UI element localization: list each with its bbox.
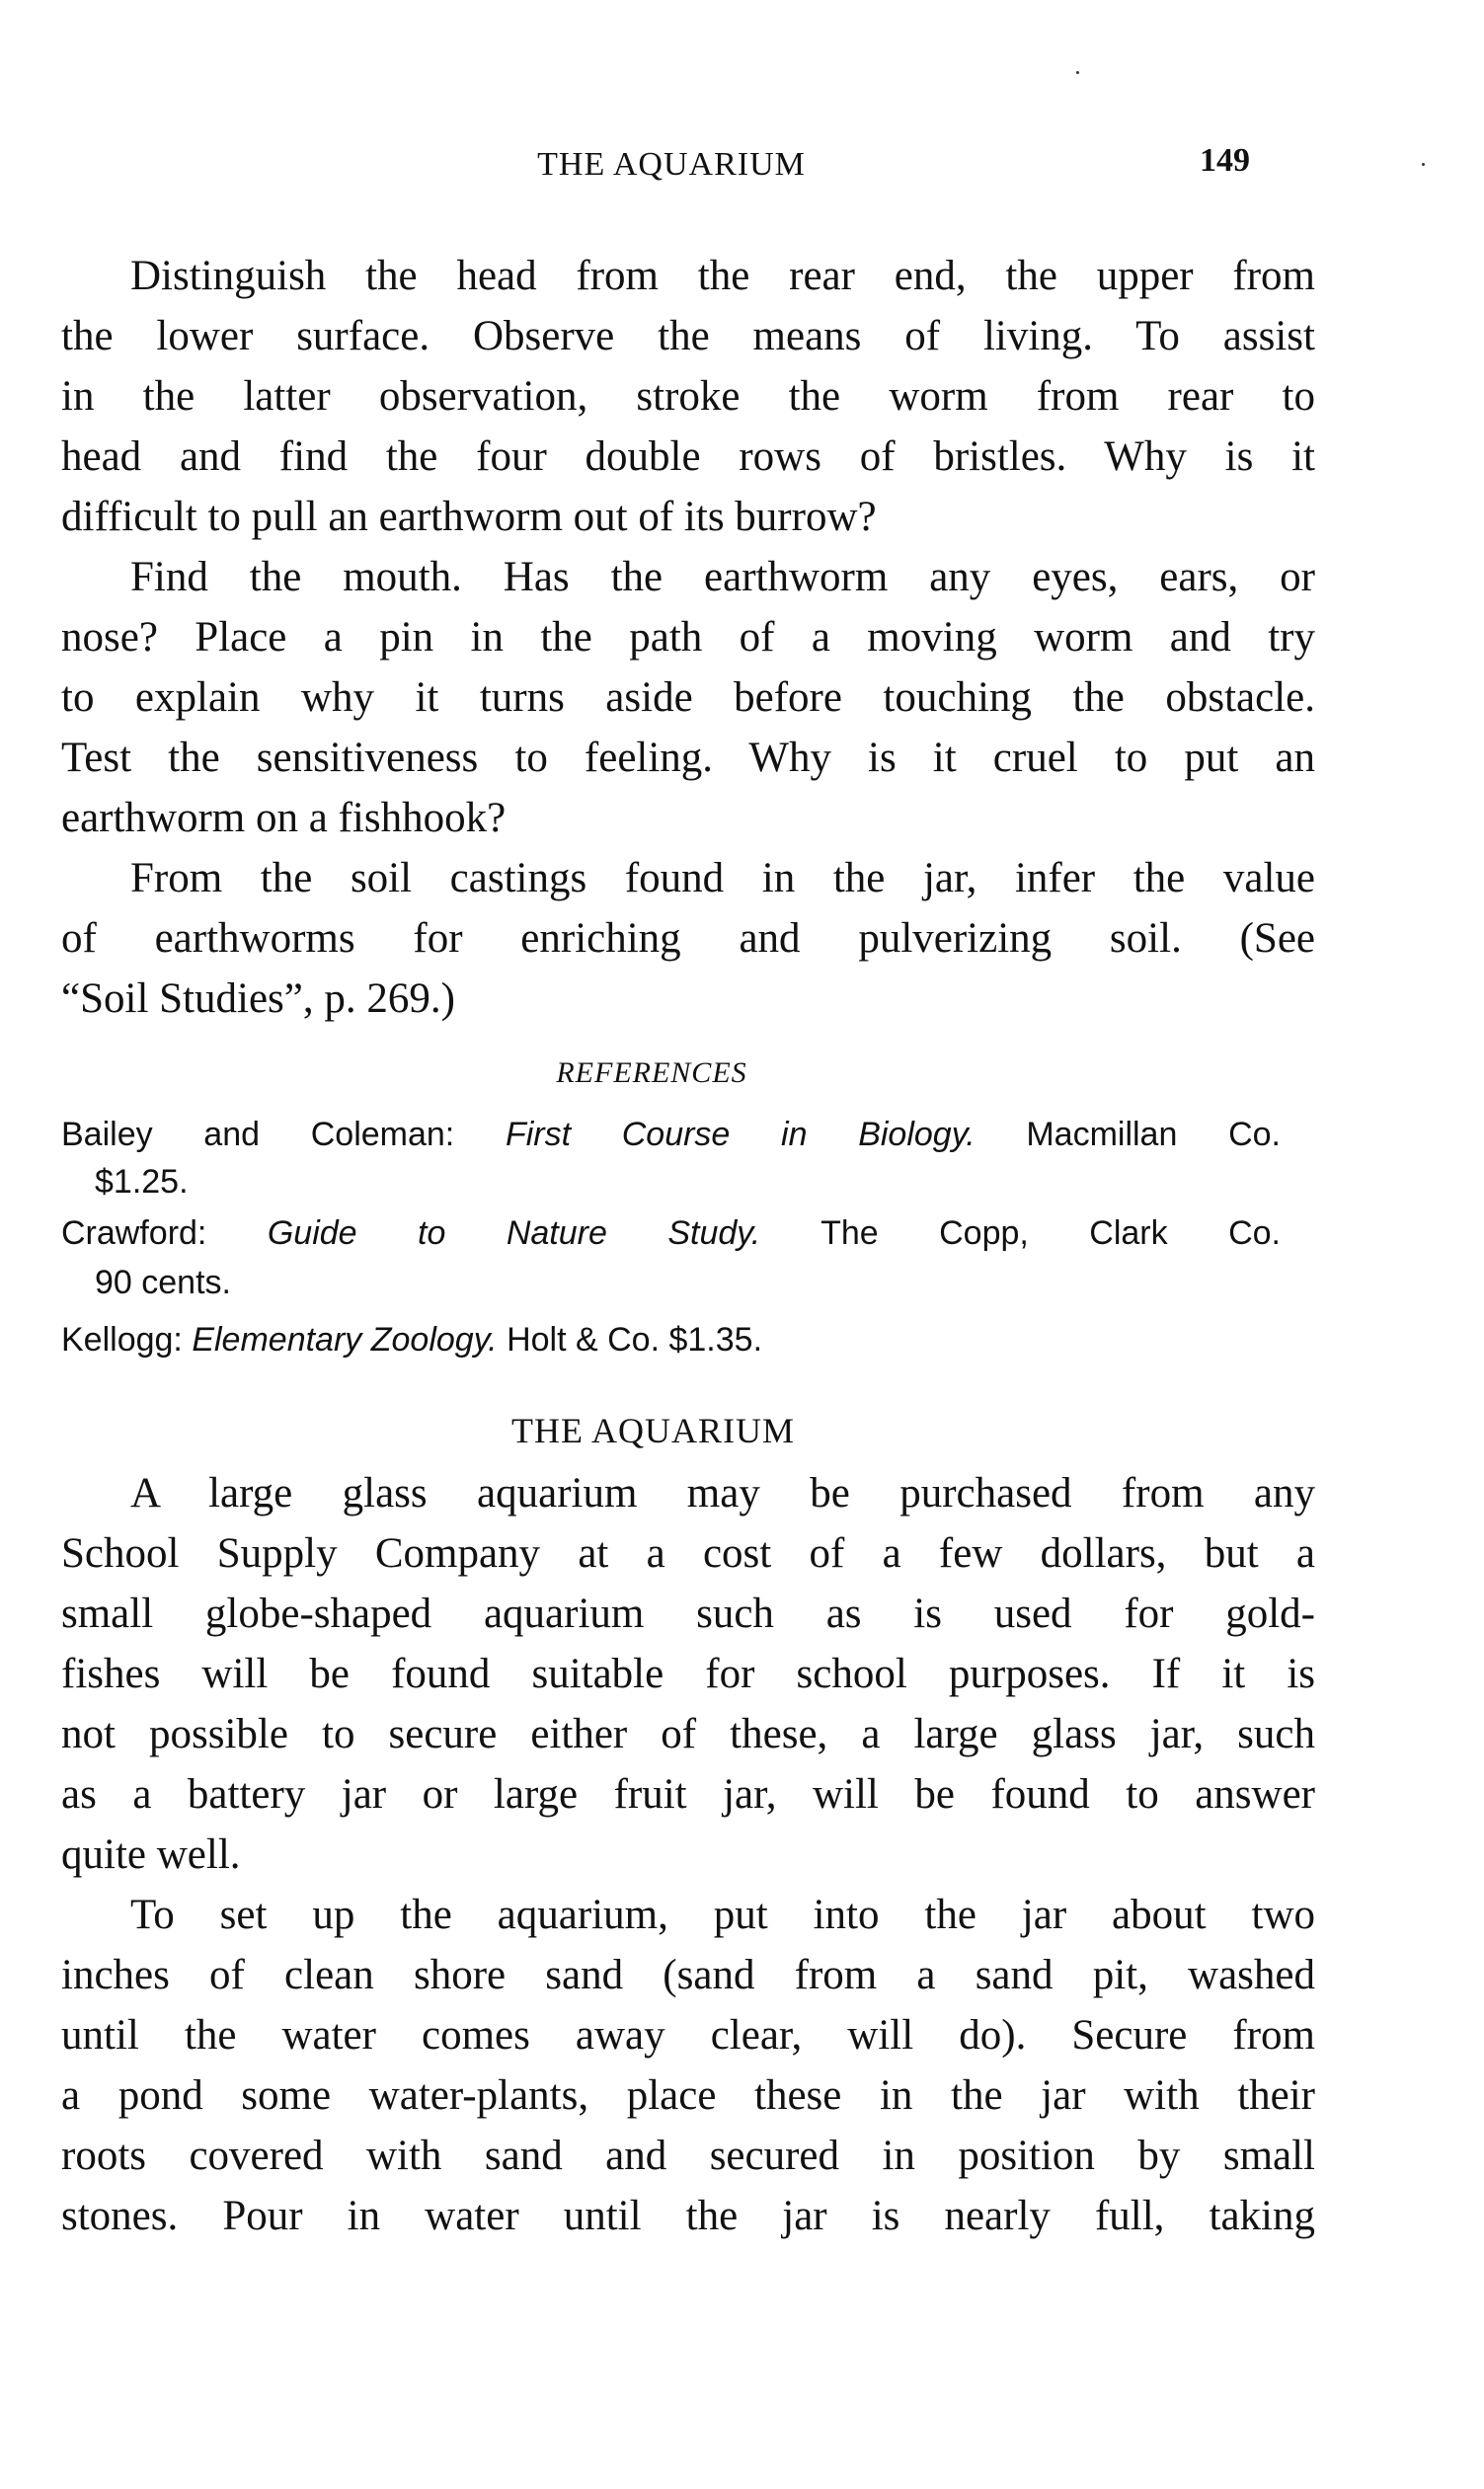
body-line: quite well. bbox=[61, 1831, 241, 1878]
reference-publisher: Macmillan Co. bbox=[1026, 1116, 1281, 1153]
body-line: of earthworms for enriching and pulverizing soil. (See bbox=[61, 915, 1315, 962]
body-line: “Soil Studies”, p. 269.) bbox=[61, 975, 455, 1022]
reference-title: First Course in Biology. bbox=[505, 1116, 976, 1153]
body-line: Distinguish the head from the rear end, the upper from bbox=[130, 253, 1315, 299]
reference-title: Guide to Nature Study. bbox=[267, 1214, 761, 1252]
body-line: nose? Place a pin in the path of a moving worm and try bbox=[61, 614, 1315, 661]
reference-author: Crawford: bbox=[61, 1214, 207, 1252]
reference-entry bbox=[61, 1321, 762, 1360]
reference-title: Elementary Zoology. bbox=[192, 1321, 498, 1359]
body-line: From the soil castings found in the jar, infer the value bbox=[130, 855, 1315, 901]
body-line: fishes will be found suitable for school purposes. If it is bbox=[61, 1651, 1315, 1697]
reference-publisher: Holt & Co. bbox=[507, 1321, 661, 1359]
running-head bbox=[0, 138, 1484, 188]
scan-speck bbox=[1076, 71, 1079, 74]
section-heading: THE AQUARIUM bbox=[511, 1411, 795, 1450]
body-line: the lower surface. Observe the means of living. To assist bbox=[61, 313, 1315, 359]
reference-price: $1.35. bbox=[668, 1321, 763, 1359]
body-line: Find the mouth. Has the earthworm any eyes, ears, or bbox=[130, 554, 1315, 600]
body-line: a pond some water-plants, place these in the jar with their bbox=[61, 2072, 1315, 2119]
body-line: roots covered with sand and secured in position by small bbox=[61, 2133, 1315, 2179]
references-heading: REFERENCES bbox=[556, 1056, 747, 1089]
reference-publisher: The Copp, Clark Co. bbox=[820, 1214, 1281, 1252]
body-line: inches of clean shore sand (sand from a sand pit, washed bbox=[61, 1952, 1315, 1998]
body-line: small globe-shaped aquarium such as is used for gold- bbox=[61, 1591, 1315, 1637]
reference-author: Bailey and Coleman: bbox=[61, 1116, 455, 1153]
body-line: earthworm on a fishhook? bbox=[61, 795, 507, 841]
body-line: School Supply Company at a cost of a few dollars, but a bbox=[61, 1530, 1315, 1577]
body-line: Test the sensitiveness to feeling. Why is it cruel to put an bbox=[61, 735, 1315, 781]
reference-price: 90 cents. bbox=[95, 1264, 231, 1301]
reference-author: Kellogg: bbox=[61, 1321, 183, 1359]
body-line: A large glass aquarium may be purchased from any bbox=[130, 1470, 1315, 1517]
body-line: stones. Pour in water until the jar is nearly full, taking bbox=[61, 2193, 1315, 2239]
page-number: 149 bbox=[1200, 142, 1250, 179]
reference-entry bbox=[61, 1116, 1281, 1154]
body-line: until the water comes away clear, will do). Secure from bbox=[61, 2012, 1315, 2059]
body-line: as a battery jar or large fruit jar, will be found to answer bbox=[61, 1771, 1315, 1818]
body-line: To set up the aquarium, put into the jar about two bbox=[130, 1892, 1315, 1938]
body-line: difficult to pull an earthworm out of its burrow? bbox=[61, 494, 877, 540]
reference-entry bbox=[61, 1214, 1281, 1253]
body-line: in the latter observation, stroke the worm from rear to bbox=[61, 373, 1315, 420]
body-line: head and find the four double rows of bristles. Why is it bbox=[61, 433, 1315, 480]
reference-price: $1.25. bbox=[95, 1163, 189, 1201]
running-title: THE AQUARIUM bbox=[537, 146, 806, 183]
body-line: not possible to secure either of these, a large glass jar, such bbox=[61, 1711, 1315, 1757]
body-line: to explain why it turns aside before touching the obstacle. bbox=[61, 674, 1315, 721]
